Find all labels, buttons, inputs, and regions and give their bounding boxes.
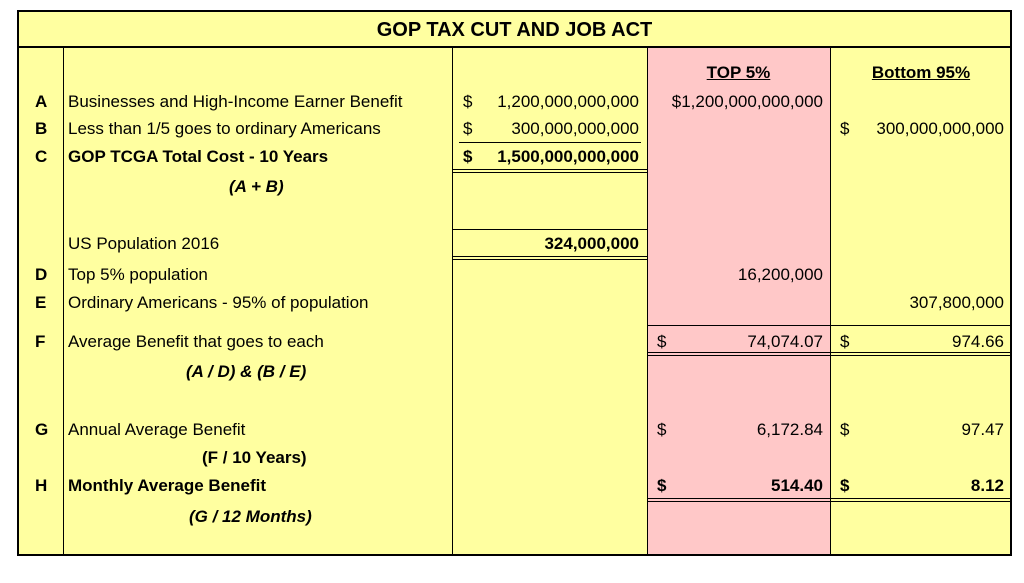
formula-c: (A + B) [229, 177, 284, 196]
row-label-g: Annual Average Benefit [68, 420, 246, 439]
row-letter-a: A [35, 92, 48, 111]
header-top5: TOP 5% [706, 63, 771, 82]
row-label-a: Businesses and High-Income Earner Benefit [68, 92, 403, 111]
formula-f: (A / D) & (B / E) [186, 362, 307, 381]
row-label-e: Ordinary Americans - 95% of population [68, 293, 369, 312]
top5-g: 6,172.84 [756, 420, 823, 439]
top-currency-g: $ [657, 420, 667, 439]
population-label: US Population 2016 [68, 234, 220, 253]
row-label-d: Top 5% population [68, 265, 208, 284]
formula-g: (F / 10 Years) [202, 448, 307, 467]
column-divider [830, 48, 831, 554]
row-letter-g: G [35, 420, 49, 439]
double-underline [453, 169, 647, 173]
amount-b: 300,000,000,000 [511, 119, 639, 138]
row-letter-d: D [35, 265, 48, 284]
bottom-currency-b: $ [840, 119, 850, 138]
top-currency-h: $ [657, 476, 667, 495]
cell-border [647, 325, 1012, 326]
top5-d: 16,200,000 [737, 265, 823, 284]
row-letter-f: F [35, 332, 46, 351]
row-letter-c: C [35, 147, 48, 166]
bottom95-f: 974.66 [952, 332, 1004, 351]
top5-f: 74,074.07 [747, 332, 823, 351]
row-label-f: Average Benefit that goes to each [68, 332, 324, 351]
row-label-b: Less than 1/5 goes to ordinary Americans [68, 119, 381, 138]
double-underline [647, 352, 1012, 356]
amount-a: 1,200,000,000,000 [497, 92, 639, 111]
double-underline [453, 256, 647, 260]
spreadsheet-table [17, 10, 1012, 556]
column-divider [647, 48, 648, 554]
column-divider [63, 48, 64, 554]
amount-c: 1,500,000,000,000 [497, 147, 639, 166]
row-letter-b: B [35, 119, 48, 138]
top-currency-f: $ [657, 332, 667, 351]
bottom-currency-h: $ [840, 476, 850, 495]
row-letter-e: E [35, 293, 47, 312]
sum-line [459, 142, 641, 143]
cell-border [453, 229, 647, 230]
currency-c: $ [463, 147, 473, 166]
top5-h: 514.40 [771, 476, 823, 495]
double-underline [647, 498, 1012, 502]
bottom95-b: 300,000,000,000 [876, 119, 1004, 138]
bottom95-g: 97.47 [961, 420, 1004, 439]
currency-a: $ [463, 92, 473, 111]
formula-h: (G / 12 Months) [189, 507, 312, 526]
header-bottom95: Bottom 95% [871, 63, 971, 82]
bottom95-h: 8.12 [970, 476, 1004, 495]
bottom-currency-f: $ [840, 332, 850, 351]
population-value: 324,000,000 [544, 234, 639, 253]
top5-a: $1,200,000,000,000 [671, 92, 823, 111]
column-divider [452, 48, 453, 554]
row-label-h: Monthly Average Benefit [68, 476, 267, 495]
table-title: GOP TAX CUT AND JOB ACT [19, 12, 1010, 48]
bottom-currency-g: $ [840, 420, 850, 439]
row-label-c: GOP TCGA Total Cost - 10 Years [68, 147, 329, 166]
bottom95-e: 307,800,000 [909, 293, 1004, 312]
currency-b: $ [463, 119, 473, 138]
row-letter-h: H [35, 476, 48, 495]
